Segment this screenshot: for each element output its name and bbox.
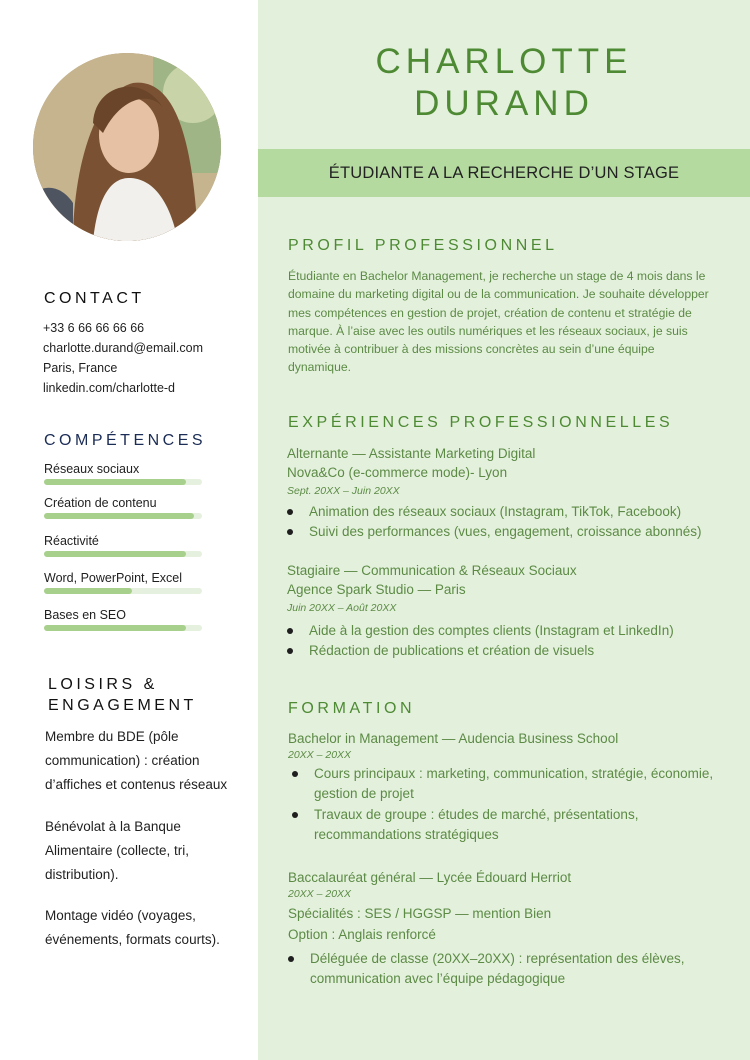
skill-bar-track (44, 625, 202, 631)
hobby-item: Bénévolat à la Banque Alimentaire (collecte, tri, distribution). (45, 819, 190, 882)
bullet-icon (288, 956, 294, 962)
bullet-icon (292, 771, 298, 777)
skill-label: Réseaux sociaux (44, 462, 140, 476)
skill-item (44, 462, 204, 485)
first-name: CHARLOTTE (375, 42, 633, 81)
degree-bullets (288, 949, 728, 989)
skill-bar-fill (44, 588, 132, 594)
hobbies-heading-line1: LOISIRS & (48, 676, 158, 693)
degree-option: Option : Anglais renforcé (288, 927, 436, 942)
hobby-item: Membre du BDE (pôle communication) : création d’affiches et contenus réseaux (45, 729, 228, 792)
skill-bar-fill (44, 479, 186, 485)
skill-label: Word, PowerPoint, Excel (44, 571, 183, 585)
bullet-text: Suivi des performances (vues, engagement, croissance abonnés) (309, 524, 702, 539)
list-item (287, 621, 727, 641)
contact-heading: CONTACT (44, 290, 145, 307)
list-item (287, 502, 727, 522)
education-entry (288, 868, 728, 989)
bullet-text: Travaux de groupe : études de marché, présentations, recommandations stratégiques (314, 807, 639, 842)
bullet-icon (287, 509, 293, 515)
list-item (288, 764, 728, 804)
bullet-text: Rédaction de publications et création de visuels (309, 643, 595, 658)
skill-bar-fill (44, 551, 186, 557)
job-dates: Sept. 20XX – Juin 20XX (287, 485, 400, 497)
skill-label: Création de contenu (44, 496, 157, 510)
hobbies-heading (48, 674, 197, 716)
bullet-text: Animation des réseaux sociaux (Instagram, TikTok, Facebook) (309, 504, 682, 519)
list-item (288, 805, 708, 845)
job-bullets (287, 502, 727, 542)
contact-block (43, 318, 203, 398)
profile-text: Étudiante en Bachelor Management, je recherche un stage de 4 mois dans le domaine du marketing digital ou de la communication. Je souhaite développer mes compétences en gestion de projet, création de contenu et stratégie de marque. À l’aise avec les outils numériques et les réseaux sociaux, je suis motivée à contribuer à des missions concrètes au sein d’une équipe dynamique. (288, 269, 709, 375)
education-entry (288, 729, 728, 845)
bullet-icon (287, 529, 293, 535)
experience-heading: EXPÉRIENCES PROFESSIONNELLES (288, 414, 674, 431)
education-heading: FORMATION (288, 700, 416, 717)
hobby-item: Montage vidéo (voyages, événements, formats courts). (45, 908, 220, 947)
last-name: DURAND (414, 84, 594, 123)
profile-photo (33, 53, 221, 241)
skill-item (44, 571, 204, 594)
skill-bar-track (44, 588, 202, 594)
skill-item (44, 496, 204, 519)
job-entry (287, 444, 727, 542)
list-item (288, 949, 698, 989)
job-role: Alternante — Assistante Marketing Digital (287, 446, 536, 461)
skill-item (44, 534, 204, 557)
skill-bar-track (44, 551, 202, 557)
degree-title: Baccalauréat général — Lycée Édouard Herriot (288, 870, 572, 885)
bullet-icon (287, 628, 293, 634)
list-item (287, 641, 727, 661)
skill-bar-fill (44, 625, 186, 631)
bullet-icon (287, 648, 293, 654)
bullet-text: Cours principaux : marketing, communication, stratégie, économie, gestion de projet (314, 766, 714, 801)
job-role: Stagiaire — Communication & Réseaux Sociaux (287, 563, 577, 578)
job-bullets (287, 621, 727, 661)
degree-title: Bachelor in Management — Audencia Business School (288, 731, 619, 746)
job-dates: Juin 20XX – Août 20XX (287, 602, 397, 614)
skill-bar-track (44, 479, 202, 485)
location-text: Paris, France (43, 361, 118, 375)
candidate-name (258, 40, 750, 126)
headline-banner (258, 149, 750, 197)
email-text: charlotte.durand@email.com (43, 341, 203, 355)
bullet-text: Déléguée de classe (20XX–20XX) : représentation des élèves, communication avec l’équipe pédagogique (310, 951, 685, 986)
degree-specialties: Spécialités : SES / HGGSP — mention Bien (288, 906, 552, 921)
skills-heading: COMPÉTENCES (44, 432, 207, 449)
job-company: Agence Spark Studio — Paris (287, 582, 466, 597)
skill-bar-track (44, 513, 202, 519)
degree-dates: 20XX – 20XX (288, 749, 352, 761)
profile-heading: PROFIL PROFESSIONNEL (288, 237, 558, 254)
bullet-icon (292, 812, 298, 818)
headline-text: ÉTUDIANTE A LA RECHERCHE D’UN STAGE (328, 164, 680, 182)
degree-bullets (288, 764, 728, 845)
skill-label: Bases en SEO (44, 608, 126, 622)
hobbies-heading-line2: ENGAGEMENT (48, 697, 197, 714)
phone-text: +33 6 66 66 66 66 (43, 321, 145, 335)
list-item (287, 522, 727, 542)
bullet-text: Aide à la gestion des comptes clients (Instagram et LinkedIn) (309, 623, 674, 638)
job-company: Nova&Co (e-commerce mode)- Lyon (287, 465, 508, 480)
linkedin-text: linkedin.com/charlotte-d (43, 381, 176, 395)
degree-dates: 20XX – 20XX (288, 888, 352, 900)
skill-label: Réactivité (44, 534, 99, 548)
job-entry (287, 561, 727, 661)
skill-item (44, 608, 204, 631)
skill-bar-fill (44, 513, 194, 519)
